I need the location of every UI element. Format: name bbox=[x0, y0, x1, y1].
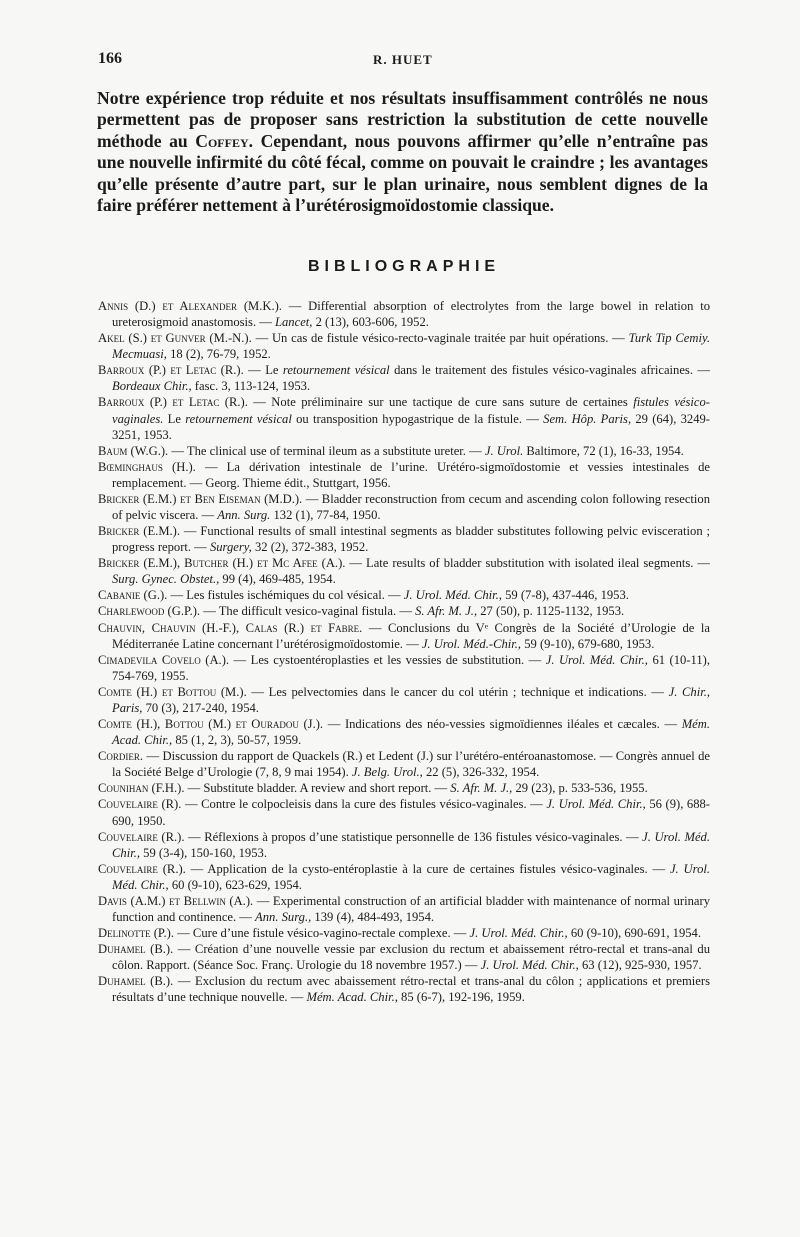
entry-reference: 22 (5), 326-332, 1954. bbox=[422, 765, 540, 780]
bibliography-entry bbox=[98, 973, 710, 1005]
bibliography-entry bbox=[98, 394, 710, 442]
bibliography-entry bbox=[98, 362, 710, 394]
entry-journal: J. Urol. bbox=[484, 443, 524, 458]
entry-text: — Création d’une nouvelle vessie par exclusion du rectum et abaissement rétro-rectal et trans-anal du côlon. Rapport. (Séance Soc. Franç. Urologie du 18 novembre 1957.) — bbox=[112, 942, 710, 973]
entry-journal: S. Afr. M. J., bbox=[450, 781, 513, 796]
intro-text-after: . Cependant, nous pouvons affirmer qu’elle n’entraîne pas une nouvelle infirmité du côté fécal, comme on pouvait le craindre ; les avantages qu’elle présente d’autre part, sur le plan urinaire, nous semblent dignes de la faire préférer nettement à l’urétérosigmoïdostomie classique. bbox=[97, 130, 708, 216]
bibliography-entry bbox=[98, 796, 710, 828]
entry-journal: Bordeaux Chir., bbox=[112, 379, 192, 394]
entry-authors: Comte (H.) et Bottou (M.). bbox=[98, 684, 247, 699]
bibliography-entry bbox=[98, 861, 710, 893]
intro-paragraph bbox=[97, 88, 708, 216]
bibliography-entry bbox=[98, 716, 710, 748]
entry-text: — Exclusion du rectum avec abaissement rétro-rectal et trans-anal du côlon ; applications et premiers résultats d’une technique nouvelle. — bbox=[112, 974, 710, 1005]
entry-text: — Réflexions à propos d’une statistique personnelle de 136 fistules vésico-vaginales. — bbox=[184, 829, 643, 844]
entry-reference: 59 (7-8), 437-446, 1953. bbox=[501, 588, 629, 603]
entry-authors: Cordier. bbox=[98, 749, 144, 764]
entry-reference: 99 (4), 469-485, 1954. bbox=[219, 572, 336, 587]
entry-journal: Ann. Surg., bbox=[255, 909, 312, 924]
bibliography-entry bbox=[98, 587, 710, 603]
entry-journal: Mém. Acad. Chir., bbox=[306, 990, 398, 1005]
entry-text: — Differential absorption of electrolytes from the large bowel in relation to ureterosigmoid anastomosis. — bbox=[112, 299, 710, 330]
entry-reference: 139 (4), 484-493, 1954. bbox=[311, 909, 435, 924]
entry-authors: Bricker (E.M.), Butcher (H.) et Mc Afee (A.). bbox=[98, 556, 346, 571]
entry-text: — Contre le colpocleisis dans la cure des fistules vésico-vaginales. — bbox=[181, 797, 547, 812]
entry-journal: J. Urol. Méd.-Chir., bbox=[421, 636, 522, 651]
bibliography-entry bbox=[98, 298, 710, 330]
entry-reference: 60 (9-10), 690-691, 1954. bbox=[567, 926, 701, 941]
entry-text: — Discussion du rapport de Quackels (R.) et Ledent (J.) sur l’urétéro-entéroanastomose. — Congrès annuel de la Société Belge d’Urologie (7, 8, 9 mai 1954). bbox=[112, 749, 710, 780]
entry-authors: Akel (S.) et Gunver (M.-N.). bbox=[98, 331, 252, 346]
entry-journal: S. Afr. M. J., bbox=[415, 604, 478, 619]
entry-journal: Ann. Surg. bbox=[217, 508, 271, 523]
entry-reference: ou transposition hypogastrique de la fistule. — bbox=[291, 411, 544, 426]
entry-text: — Experimental construction of an artificial bladder with maintenance of normal urinary function and continence. — bbox=[112, 893, 710, 924]
entry-text: — Conclusions du Vᵉ Congrès de la Société d’Urologie de la Méditerranée Latine concernant l’urétérosigmoïdostomie. — bbox=[112, 620, 710, 651]
entry-text: — Application de la cysto-entéroplastie à la cure de certaines fistules vésico-vaginales. — bbox=[185, 861, 670, 876]
entry-authors: Duhamel (B.). bbox=[98, 942, 174, 957]
entry-text: — Un cas de fistule vésico-recto-vaginale traitée par huit opérations. — bbox=[251, 331, 629, 346]
entry-journal: J. Urol. Méd. Chir., bbox=[403, 588, 502, 603]
entry-authors: Delinotte (P.). bbox=[98, 926, 175, 941]
bibliography-entry bbox=[98, 941, 710, 973]
bibliography-entry bbox=[98, 443, 710, 459]
entry-text: — The difficult vesico-vaginal fistula. — bbox=[200, 604, 416, 619]
entry-text: — Functional results of small intestinal segments as bladder substitutes following pelvic evisceration ; progress report. — bbox=[112, 524, 710, 555]
entry-reference: 27 (50), p. 1125-1132, 1953. bbox=[477, 604, 625, 619]
bibliography-entry bbox=[98, 523, 710, 555]
page-number: 166 bbox=[98, 50, 122, 67]
entry-authors: Chauvin, Chauvin (H.-F.), Calas (R.) et Fabre. bbox=[98, 620, 363, 635]
bibliography-title: BIBLIOGRAPHIE bbox=[307, 258, 501, 275]
entry-text: — Les pelvectomies dans le cancer du col utérin ; technique et indications. — bbox=[246, 684, 669, 699]
entry-authors: Cabanie (G.). bbox=[98, 588, 168, 603]
bibliography-entry bbox=[98, 491, 710, 523]
entry-text: — Cure d’une fistule vésico-vagino-rectale complexe. — bbox=[174, 926, 470, 941]
entry-reference: 59 (9-10), 679-680, 1953. bbox=[521, 636, 655, 651]
entry-reference: Baltimore, 72 (1), 16-33, 1954. bbox=[523, 443, 684, 458]
entry-reference: 63 (12), 925-930, 1957. bbox=[578, 958, 702, 973]
entry-journal: retournement vésical bbox=[185, 411, 292, 426]
entry-reference: 61 (10-11), 754-769, 1955. bbox=[112, 652, 710, 683]
entry-text: — Substitute bladder. A review and short report. — bbox=[184, 781, 451, 796]
bibliography-entry bbox=[98, 652, 710, 684]
entry-journal: J. Belg. Urol., bbox=[351, 765, 423, 780]
entry-authors: Couvelaire (R.). bbox=[98, 861, 186, 876]
entry-reference: 2 (13), 603-606, 1952. bbox=[312, 315, 429, 330]
entry-journal: Lancet, bbox=[275, 315, 313, 330]
entry-journal: J. Urol. Méd. Chir., bbox=[469, 926, 568, 941]
entry-authors: Couvelaire (R.). bbox=[98, 829, 185, 844]
entry-authors: Couvelaire (R). bbox=[98, 797, 182, 812]
bibliography-entry bbox=[98, 893, 710, 925]
entry-reference: 132 (1), 77-84, 1950. bbox=[270, 508, 381, 523]
entry-text: — Note préliminaire sur une tactique de cure sans suture de certaines bbox=[247, 395, 634, 410]
entry-reference: 85 (1, 2, 3), 50-57, 1959. bbox=[172, 733, 302, 748]
entry-reference: 29 (64), 3249-3251, 1953. bbox=[112, 411, 710, 442]
running-head: R. HUET bbox=[373, 52, 433, 67]
entry-reference: 59 (3-4), 150-160, 1953. bbox=[140, 845, 267, 860]
entry-authors: Bœminghaus (H.). bbox=[98, 459, 196, 474]
bibliography-entry bbox=[98, 684, 710, 716]
entry-reference: 85 (6-7), 192-196, 1959. bbox=[397, 990, 525, 1005]
entry-journal: J. Urol. Méd. Chir., bbox=[112, 861, 711, 892]
entry-journal: Turk Tip Cemiy. Mecmuasi, bbox=[112, 331, 711, 362]
bibliography-entry bbox=[98, 620, 710, 652]
entry-journal: Mém. Acad. Chir., bbox=[112, 717, 711, 748]
entry-reference: Le bbox=[163, 411, 186, 426]
entry-journal: Surgery, bbox=[209, 540, 252, 555]
bibliography-entry bbox=[98, 829, 710, 861]
entry-authors: Barroux (P.) et Letac (R.). bbox=[98, 363, 244, 378]
entry-text: — Le bbox=[243, 363, 283, 378]
entry-journal: retournement vésical bbox=[282, 363, 390, 378]
entry-reference: 29 (23), p. 533-536, 1955. bbox=[512, 781, 648, 796]
bibliography-entry bbox=[98, 330, 710, 362]
bibliography-list bbox=[98, 298, 710, 1005]
entry-journal: J. Urol. Méd. Chir., bbox=[546, 797, 646, 812]
entry-text: — Les cystoentéroplasties et les vessies de substitution. — bbox=[229, 652, 546, 667]
entry-reference: 60 (9-10), 623-629, 1954. bbox=[168, 877, 302, 892]
entry-authors: Bricker (E.M.) et Ben Eiseman (M.D.). bbox=[98, 491, 303, 506]
entry-authors: Comte (H.), Bottou (M.) et Ouradou (J.). bbox=[98, 717, 324, 732]
entry-authors: Charlewood (G.P.). bbox=[98, 604, 201, 619]
entry-journal: J. Chir., Paris, bbox=[112, 684, 710, 715]
entry-authors: Barroux (P.) et Letac (R.). bbox=[98, 395, 248, 410]
bibliography-entry bbox=[98, 459, 710, 491]
entry-authors: Duhamel (B.). bbox=[98, 974, 174, 989]
entry-reference: 70 (3), 217-240, 1954. bbox=[142, 700, 259, 715]
entry-journal: J. Urol. Méd. Chir., bbox=[545, 652, 648, 667]
intro-author-name: Coffey bbox=[195, 130, 249, 151]
entry-authors: Bricker (E.M.). bbox=[98, 524, 181, 539]
bibliography-entry bbox=[98, 748, 710, 780]
entry-authors: Annis (D.) et Alexander (M.K.). bbox=[98, 299, 282, 313]
entry-text: — The clinical use of terminal ileum as a substitute ureter. — bbox=[168, 443, 485, 458]
bibliography-entry bbox=[98, 555, 710, 587]
entry-text: — Late results of bladder substitution with isolated ileal segments. — bbox=[345, 556, 710, 571]
entry-text: — Indications des néo-vessies sigmoïdiennes iléales et cæcales. — bbox=[323, 717, 682, 732]
bibliography-entry bbox=[98, 603, 710, 619]
entry-journal: Surg. Gynec. Obstet., bbox=[112, 572, 220, 587]
entry-reference: dans le traitement des fistules vésico-vaginales africaines. — bbox=[389, 363, 710, 378]
page-header bbox=[98, 50, 710, 72]
entry-journal: fistules vésico-vaginales. bbox=[112, 395, 710, 426]
entry-text: — Les fistules ischémiques du col vésical. — bbox=[167, 588, 404, 603]
entry-journal: J. Urol. Méd. Chir., bbox=[112, 829, 710, 860]
entry-reference: 18 (2), 76-79, 1952. bbox=[166, 347, 271, 362]
entry-authors: Cimadevila Covelo (A.). bbox=[98, 652, 230, 667]
entry-text: — La dérivation intestinale de l’urine. Urétéro-sigmoïdostomie et vessies intestinales de remplacement. — Georg. Thieme édit., Stuttgart, 1956. bbox=[112, 459, 710, 490]
entry-reference: 32 (2), 372-383, 1952. bbox=[251, 540, 369, 555]
entry-journal: J. Urol. Méd. Chir., bbox=[480, 958, 579, 973]
bibliography-entry bbox=[98, 780, 710, 796]
entry-text: — Bladder reconstruction from cecum and ascending colon following resection of pelvic viscera. — bbox=[112, 491, 710, 523]
entry-authors: Baum (W.G.). bbox=[98, 443, 169, 458]
entry-journal: Sem. Hôp. Paris, bbox=[543, 411, 632, 426]
entry-reference: 56 (9), 688-690, 1950. bbox=[112, 797, 710, 828]
intro-text-before: Notre expérience trop réduite et nos résultats insuffisamment contrôlés ne nous permettent pas de proposer sans restriction la substitution de cette nouvelle méthode au bbox=[97, 88, 708, 151]
entry-authors: Davis (A.M.) et Bellwin (A.). bbox=[98, 893, 254, 908]
bibliography-entry bbox=[98, 925, 710, 941]
entry-authors: Counihan (F.H.). bbox=[98, 781, 185, 796]
entry-reference: fasc. 3, 113-124, 1953. bbox=[191, 379, 311, 394]
